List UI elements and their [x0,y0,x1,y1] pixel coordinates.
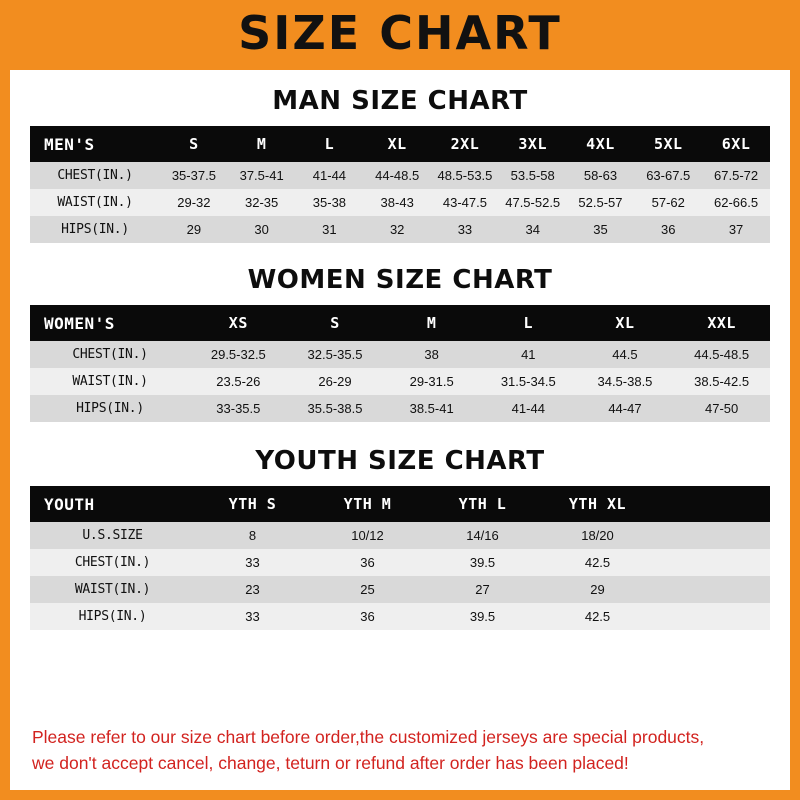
cell: 23 [195,576,310,603]
table-row [30,576,770,603]
column-header-womens: WOMEN'S [30,305,190,341]
man-table-head [30,126,770,162]
cell: 41-44 [480,395,577,422]
cell: 63-67.5 [634,162,702,189]
column-header-6xl: 6XL [702,126,770,162]
column-header-spacer [655,486,770,522]
page-header [0,0,800,70]
column-header-yth-l: YTH L [425,486,540,522]
page-title: SIZE CHART [238,6,562,60]
column-header-xl: XL [363,126,431,162]
cell: 34.5-38.5 [577,368,674,395]
cell: 38 [383,341,480,368]
cell: 32-35 [228,189,296,216]
cell: 52.5-57 [567,189,635,216]
youth-size-table [30,486,770,630]
cell: 29.5-32.5 [190,341,287,368]
column-header-m: M [228,126,296,162]
women-table-head [30,305,770,341]
cell: 26-29 [287,368,384,395]
women-table-body [30,341,770,422]
row-label-waist: WAIST(IN.) [30,576,195,603]
row-label-chest: CHEST(IN.) [30,162,160,189]
cell: 29 [160,216,228,243]
cell: 33-35.5 [190,395,287,422]
column-header-4xl: 4XL [567,126,635,162]
column-header-xs: XS [190,305,287,341]
cell: 36 [310,603,425,630]
row-label-chest: CHEST(IN.) [30,341,190,368]
man-size-table [30,126,770,243]
cell: 31 [296,216,364,243]
cell: 34 [499,216,567,243]
women-size-table [30,305,770,422]
cell: 62-66.5 [702,189,770,216]
table-row [30,522,770,549]
youth-table-head [30,486,770,522]
column-header-xl: XL [577,305,674,341]
cell: 31.5-34.5 [480,368,577,395]
cell: 47.5-52.5 [499,189,567,216]
cell: 41-44 [296,162,364,189]
column-header-yth-xl: YTH XL [540,486,655,522]
cell: 30 [228,216,296,243]
column-header-youth: YOUTH [30,486,195,522]
cell: 35-38 [296,189,364,216]
table-row [30,603,770,630]
cell: 38.5-41 [383,395,480,422]
cell: 39.5 [425,603,540,630]
table-row [30,341,770,368]
man-table-body [30,162,770,243]
cell: 42.5 [540,549,655,576]
section-women-size-chart [10,265,790,422]
cell: 29-31.5 [383,368,480,395]
row-label-waist: WAIST(IN.) [30,189,160,216]
cell: 33 [195,603,310,630]
row-label-hips: HIPS(IN.) [30,603,195,630]
cell: 25 [310,576,425,603]
table-row [30,216,770,243]
column-header-xxl: XXL [673,305,770,341]
section-title-women: WOMEN SIZE CHART [247,265,553,295]
row-label-hips: HIPS(IN.) [30,395,190,422]
cell: 36 [634,216,702,243]
cell: 18/20 [540,522,655,549]
table-header-row [30,126,770,162]
footer-line-2: we don't accept cancel, change, teturn or refund after order has been placed! [32,753,629,773]
cell: 44.5-48.5 [673,341,770,368]
cell: 32 [363,216,431,243]
cell: 48.5-53.5 [431,162,499,189]
cell: 36 [310,549,425,576]
column-header-2xl: 2XL [431,126,499,162]
row-label-waist: WAIST(IN.) [30,368,190,395]
cell: 23.5-26 [190,368,287,395]
table-row [30,368,770,395]
footer-line-1: Please refer to our size chart before order,the customized jerseys are special products, [32,727,705,747]
section-title-man: MAN SIZE CHART [272,86,528,116]
table-header-row [30,305,770,341]
cell: 33 [195,549,310,576]
column-header-3xl: 3XL [499,126,567,162]
section-man-size-chart [10,86,790,243]
row-label-us-size: U.S.SIZE [30,522,195,549]
column-header-l: L [296,126,364,162]
cell: 35.5-38.5 [287,395,384,422]
cell: 29 [540,576,655,603]
cell: 37 [702,216,770,243]
cell: 37.5-41 [228,162,296,189]
table-row [30,549,770,576]
cell: 29-32 [160,189,228,216]
table-row [30,162,770,189]
cell-spacer [655,522,770,549]
cell: 10/12 [310,522,425,549]
cell: 38.5-42.5 [673,368,770,395]
cell: 33 [431,216,499,243]
cell: 57-62 [634,189,702,216]
column-header-s: S [287,305,384,341]
column-header-m: M [383,305,480,341]
footer-note [10,714,790,800]
section-title-youth: YOUTH SIZE CHART [255,446,545,476]
cell: 8 [195,522,310,549]
cell-spacer [655,549,770,576]
cell: 35 [567,216,635,243]
row-label-hips: HIPS(IN.) [30,216,160,243]
cell: 44-48.5 [363,162,431,189]
table-header-row [30,486,770,522]
cell: 14/16 [425,522,540,549]
cell: 35-37.5 [160,162,228,189]
cell: 41 [480,341,577,368]
column-header-mens: MEN'S [30,126,160,162]
cell: 27 [425,576,540,603]
cell: 44.5 [577,341,674,368]
cell: 43-47.5 [431,189,499,216]
cell: 44-47 [577,395,674,422]
cell: 39.5 [425,549,540,576]
table-row [30,189,770,216]
cell: 38-43 [363,189,431,216]
cell: 47-50 [673,395,770,422]
column-header-l: L [480,305,577,341]
table-row [30,395,770,422]
row-label-chest: CHEST(IN.) [30,549,195,576]
youth-table-body [30,522,770,630]
cell: 42.5 [540,603,655,630]
footer-accent-bar [0,790,800,800]
cell: 32.5-35.5 [287,341,384,368]
column-header-yth-m: YTH M [310,486,425,522]
cell-spacer [655,576,770,603]
cell: 67.5-72 [702,162,770,189]
column-header-5xl: 5XL [634,126,702,162]
column-header-yth-s: YTH S [195,486,310,522]
cell: 53.5-58 [499,162,567,189]
cell: 58-63 [567,162,635,189]
column-header-s: S [160,126,228,162]
section-youth-size-chart [10,446,790,630]
cell-spacer [655,603,770,630]
